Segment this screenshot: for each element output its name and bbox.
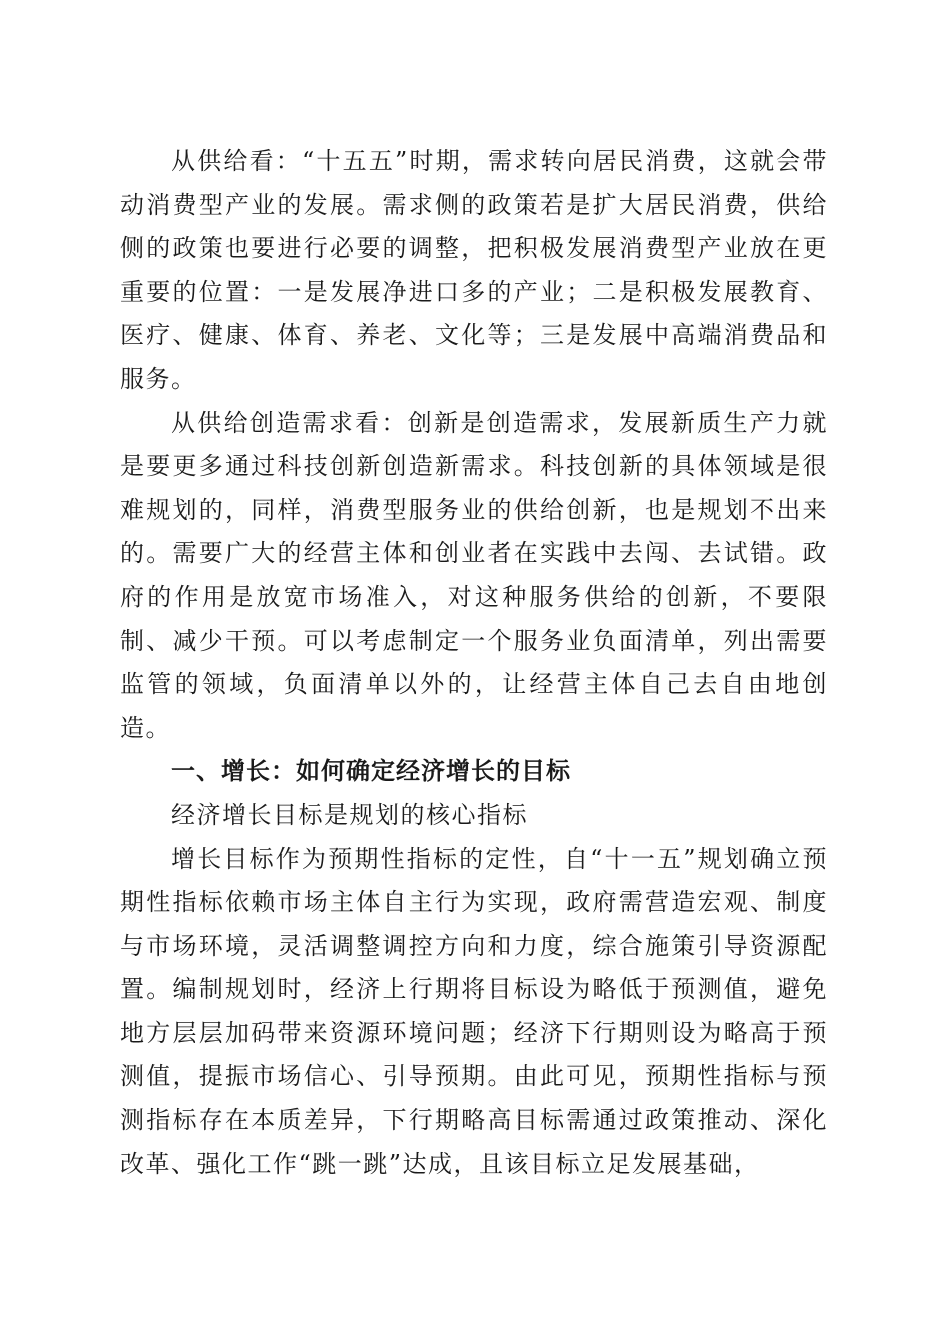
paragraph-growth-target: 增长目标作为预期性指标的定性，自“十一五”规划确立预期性指标依赖市场主体自主行为实现，政府需营造宏观、制度与市场环境，灵活调整调控方向和力度，综合施策引导资源配置。编制规划时，经济上行期将目标设为略低于预测值，避免地方层层加码带来资源环境问题；经济下行期则设为略高于预测值，提振市场信心、引导预期。由此可见，预期性指标与预测指标存在本质差异，下行期略高目标需通过政策推动、深化改革、强化工作“跳一跳”达成，且该目标立足发展基础， [120, 844, 828, 1178]
section-heading: 一、增长：如何确定经济增长的目标 [171, 757, 571, 786]
paragraph-supply-creates-demand: 从供给创造需求看：创新是创造需求，发展新质生产力就是要更多通过科技创新创造新需求。科技创新的具体领域是很难规划的，同样，消费型服务业的供给创新，也是规划不出来的。需要广大的经营主体和创业者在实践中去闯、去试错。政府的作用是放宽市场准入，对这种服务供给的创新，不要限制、减少干预。可以考虑制定一个服务业负面清单，列出需要监管的领域，负面清单以外的，让经营主体自己去自由地创造。 [120, 408, 828, 742]
document-body [120, 140, 828, 1186]
section-subheading: 经济增长目标是规划的核心指标 [171, 800, 528, 829]
paragraph-supply: 从供给看：“十五五”时期，需求转向居民消费，这就会带动消费型产业的发展。需求侧的政策若是扩大居民消费，供给侧的政策也要进行必要的调整，把积极发展消费型产业放在更重要的位置：一是发展净进口多的产业；二是积极发展教育、医疗、健康、体育、养老、文化等；三是发展中高端消费品和服务。 [120, 147, 828, 393]
